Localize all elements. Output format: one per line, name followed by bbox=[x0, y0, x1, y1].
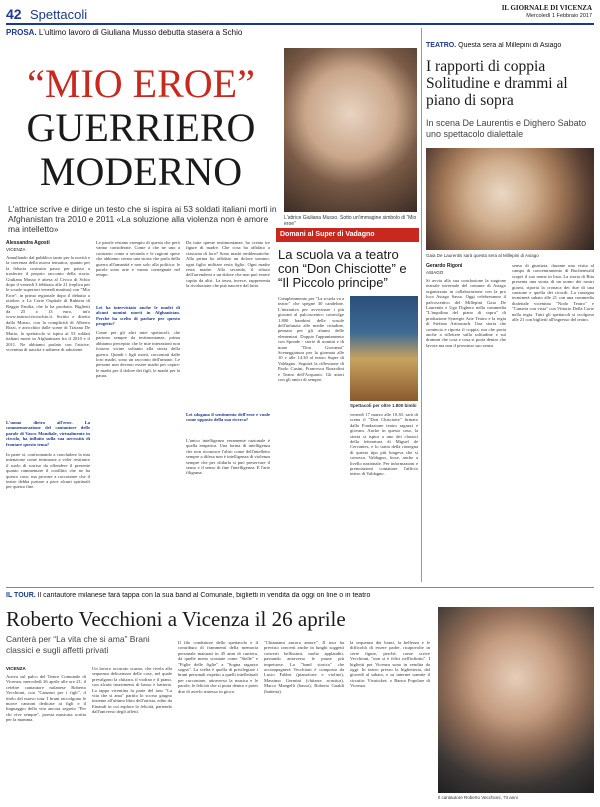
sidebar-banner: Domani al Super di Vadagno bbox=[276, 228, 419, 242]
main-col3: Da tutte queste testimonianze, ho creato tre figure di madre. Che cosa ha affidato a ciascuna di loro? Sono madri emblematiche. Alla prima ho affidato un dolore sommo: ogni figlio militare resta figlio. Ogni madre resta madre. Alla seconda, il rifiuto dell'arrendersi a un dolore che non può essere capito da altri. La terza, invece, rappresenta la rivoluzione che può nascere dal lutto. bbox=[186, 240, 270, 289]
main-col1: Annullando dal pubblico tanto per la novità e la coerenza della nuova tematica, quanto per la fiducia costruita passo per passo a trasferire il proprio racconto della storia. Giuliana Musso è attesa al Civico di Schio dopo il venerdì 3 febbraio alle 21 (replica per le scuole superiori venerdì mattina) con "Mio Eroe", in prima regionale dopo il debutto a ottobre, a La Corte Ospitale di Rubiera di Reggio Emilia, che lo ha prodotto. Biglietti da 25 a 13 euro, info www.teatrocivicoschio.it. Scritto e diretto dalla Musso, con la complicità di Alberto Rizzi, e arricchito dalle scene di Tiziana De Mario, lo spettacolo si ispira ai 53 soldati italiani morti in Afghanistan fra il 2010 e il 2011. Ne abbiamo parlato con l'attrice, vicentina di nascita e udinese di adozione. bbox=[6, 255, 90, 352]
main-headline-line3: MODERNO bbox=[39, 149, 243, 194]
bottom-col5: la sequenza dei brani, la bellezza e le difficoltà di essere padre, ricapovolte in certe figure, perché, come scrive Vecchioni, "non si è felici nell'infinito". I biglietti per Vicenza sono in vendita da oggi. In teatro presso la biglietteria, dal giovedì al sabato, e su internet tramite il circuito: Vivaticket; o Banca Popolare di Vicenza. bbox=[350, 640, 430, 689]
right-col2: senso di giustizia, durante una visita al campo di concentramento di Buchenwald scoprì il suo nome in lista. La storia di Rita presenta una storia di un uomo dei nostri giorni, riporta la cronaca dei due di una canzone e quella dei ricordi. La rassegna terminerà sabato alle 21 con una commedia dialettale vicentina "Nodo Teatro" e "Camera con vista" con Vittorio Della Corte nella regia. Tutti gli spettacoli si svolgono alle 21 con biglietti all'ingresso del teatro. bbox=[512, 263, 594, 323]
bottom-photo-caption: Il cantautore Roberto Vecchioni, 73 anni bbox=[438, 795, 518, 800]
bottom-place: VICENZA bbox=[6, 666, 26, 671]
header-rule bbox=[6, 23, 594, 25]
bottom-kicker: IL TOUR. Il cantautore milanese farà tappa con la sua band al Comunale, biglietti in vendita da oggi on line o in teatro bbox=[6, 592, 371, 599]
main-headline-line1: “MIO EROE” bbox=[27, 61, 255, 106]
bottom-subhead: Canterà per “La vita che si ama” Brani classici e sugli affetti privati bbox=[6, 634, 150, 655]
right-place: ASIAGO bbox=[426, 270, 444, 275]
section-title: Spettacoli bbox=[30, 7, 88, 22]
right-headline: I rapporti di coppia Solitudine e drammi al piano di sopra bbox=[426, 58, 568, 109]
main-col2b: Come per gli altri miei spettacoli, che partono sempre da testimonianze, prima abbiamo percepito che le mie interazioni non fossero vicine soltanto alla storia della guerra. Quindi i figli morti, raccontati dalle loro madri, sono un racconto dell'umano. Le persone non devono essere madri per capire: le madri per il dolore dei figli, le madri per la paura. bbox=[96, 330, 180, 379]
main-question2: Lei ha intervistato anche le madri di alcuni uomini morti in Afghanistan. Perché ha scelto di parlare per questo progetto? bbox=[96, 305, 180, 327]
right-col1: Si avvia alla sua conclusione la stagione teatrale invernale del comune di Asiago organizzata in collaborazione con la pro loco Asiago Sasso. Oggi celebreranno il palcoscenico del Millepini Gaia De Laurentis e Ugo Dighero nella commedia "L'inquilina del piano di sopra" di produzione Synergie Arte Teatro e la regia di Stefano Artissunch. Una storia che comincia e riporta il coppia, ma che porta anche a riflettere sulla solitudine e sui drammi che cosa e cosa si porta dentro che lavora ma non il prossimo suo senza. bbox=[426, 278, 506, 348]
sidebar-photo-caption: Spettacoli per oltre 1.800 bimbi bbox=[350, 403, 417, 408]
main-kicker: PROSA. L'ultimo lavoro di Giuliana Musso debutta stasera a Schio bbox=[6, 28, 243, 37]
right-subhead: In scena De Laurentis e Dighero Sabato uno spettacolo dialettale bbox=[426, 118, 587, 139]
right-author: Gerardo Rigoni bbox=[426, 263, 463, 269]
main-question3: Lei sdogana il sentimento dell'eroe e vuole come opposto della sua ricerca? bbox=[186, 412, 270, 423]
roberto-vecchioni-photo bbox=[438, 607, 594, 793]
giuliana-musso-photo bbox=[284, 48, 417, 212]
main-subhead: L'attrice scrive e dirige un testo che si ispira ai 53 soldati italiani morti in Afghanistan tra 2010 e 2011 «La soluzione alla violenza non è amore ma intelletto» bbox=[8, 204, 277, 234]
column-divider bbox=[421, 28, 422, 582]
bottom-col3: Il filo conduttore dello spettacolo e il contributo di frammenti della memoria personale maturati in 45 anni di carriera, da quelle meno scontate come "Stelle" e "Figlie delle figlie" a "Sogna ragazzo sogna". La scelta è quella di privilegiare i brani personali rispetto a quelli intellettuali per raccontare, attraverso la musica e le parole, le felicità che si porta dentro e poter dire di averlo rimesso in gioco. bbox=[178, 640, 258, 694]
main-question1: L'uomo dietro all'eroe. La commemorazione del cantautore delle parole di Vasco Mondiale, virtualmente in circolo, ha influito sulla sua necessità di frontare questo tema? bbox=[6, 420, 90, 447]
gaia-de-laurentis-photo bbox=[426, 148, 594, 250]
page-number: 42 bbox=[6, 6, 22, 22]
right-kicker: TEATRO. Questa sera al Millepini di Asiago bbox=[426, 42, 562, 49]
main-col3b: L'unico intelligenza veramente razionale è quella empatica. Una forma di intelligenza che non riconosce l'altro come dell'intelletto sempre a difesa non è intelligenza di violenza sempre che per sfidarla si può preservare il senso e il senso di fine l'intelligenza. E l'arte filigrana. bbox=[186, 438, 270, 476]
bottom-col2: Un lavoro accurato scarno, che rivela alla sequenza delicatezza delle cose, nel quale prevalgono la chitarra, il violino e il piano, con alcuni inserimenti di basso e batteria. La tappa vicentina fa parte del tour "La vita che si ama" partito lo scorso giugno insieme all'ultimo libro dell'artista, edito da Einaudi in cui esplora la felicità, partendo dall'universo degli affetti. bbox=[92, 666, 172, 715]
main-col1b: In parte sì, confrontando a concludere la mia intenzione come testimone a voler restituire il ruolo di sorriso da offendere il presente quanto rammentare il conflitto che ne ha questo caso; ma provare a raccontare che il teatro debba portare a pace alcuni spirituali per questo fine. bbox=[6, 452, 90, 490]
main-headline-line2: GUERRIERO bbox=[26, 105, 256, 150]
right-photo-caption: Gaia De Laurentis sarà questa sera al Millepini di Asiago bbox=[426, 253, 539, 258]
paper-name: IL GIORNALE DI VICENZA bbox=[501, 4, 592, 12]
bottom-headline: Roberto Vecchioni a Vicenza il 26 aprile bbox=[6, 607, 346, 631]
main-photo-caption: L'attrice Giuliana Musso. Sotto un'immagine simbolo di “Mio eroe” bbox=[284, 215, 417, 227]
main-author: Alessandra Agosti bbox=[6, 240, 50, 246]
bottom-col1: Arriva sul palco del Teatro Comunale di Vicenza, mercoledì 26 aprile alle ore 21, il celebre cantautore milanese Roberto Vecchioni, con "Canzoni per i figli", il titolo del nuovo tour. I brani raccolgono le nuove canzoni dedicate ai figli e il linguaggio della vita ancora segreto "Per chi vive sempre", poesia musicata scritta per la mamma. bbox=[6, 674, 86, 723]
sidebar-headline: La scuola va a teatro con “Don Chisciotte” e “Il Piccolo principe” bbox=[278, 247, 407, 290]
main-place: VICENZA bbox=[6, 247, 26, 252]
bottom-rule bbox=[6, 587, 594, 588]
bottom-col4: "Chiamami ancora amore". Il tour ha previsto concerti anche in lunghi soggetti concerti bellissimi, molto applauditi, passando attraverso le pause più impetuose. La "band storica" che accompagnerà Vecchioni è composta da Lucio Fabbri (pianoforte e violino), Massimo Germini (chitarra acustica), Marco Mangelli (basso), Roberto Gualdi (batteria). bbox=[264, 640, 344, 694]
sidebar-col1: Completamento per "La scuola va a teatro" che spegne 30 candeline. L'iniziativa per avvicinare i più giovani al palcoscenico coinvolge 1.800 bambini delle scuole dell'infanzia alle medie cittadine, pensata per gli alunni delle elementari. Doppio l'appuntamento con Sponde - storie di uomini e di mare "Don Giovanni" Sceneggiatura per la giornata alle 10 e alle 14.30 al teatro Super di Valdagno. Seguirà la riflessione di Paolo Cusini, Francesca Ruzzolini e Teatro dell'Acquario. Gli attori con gli amici di sempre. bbox=[278, 296, 344, 383]
issue-date: Mercoledì 1 Febbraio 2017 bbox=[526, 13, 592, 19]
don-chisciotte-photo bbox=[350, 296, 418, 401]
main-col2: Le parole restano esempio di questa che però vanno considerate. Come a che ne uno a contrario come a seconda e le ragioni spese che abbiamo creato una storia che parla della guerra all'umanità e non solo alla politica: le parole sono arte e vanno consegnate nel tempo. bbox=[96, 240, 180, 278]
sidebar-col2: venerdì 17 marzo alle 10.30, sarà di scena il "Don Chisciotte" firmato dalla Fondazione teatro ragazzi e giovani. Anche in questo caso, la storia si ispira a uno dei classici della letteratura di Miguel de Cervantes, e lo tratta della rassegna di questo tipo più longeva che si conosca. Valdagno, forse, anche a livello nazionale. Per informazioni e prenotazioni contattare l'ufficio teatro di Valdagno. bbox=[350, 412, 418, 477]
